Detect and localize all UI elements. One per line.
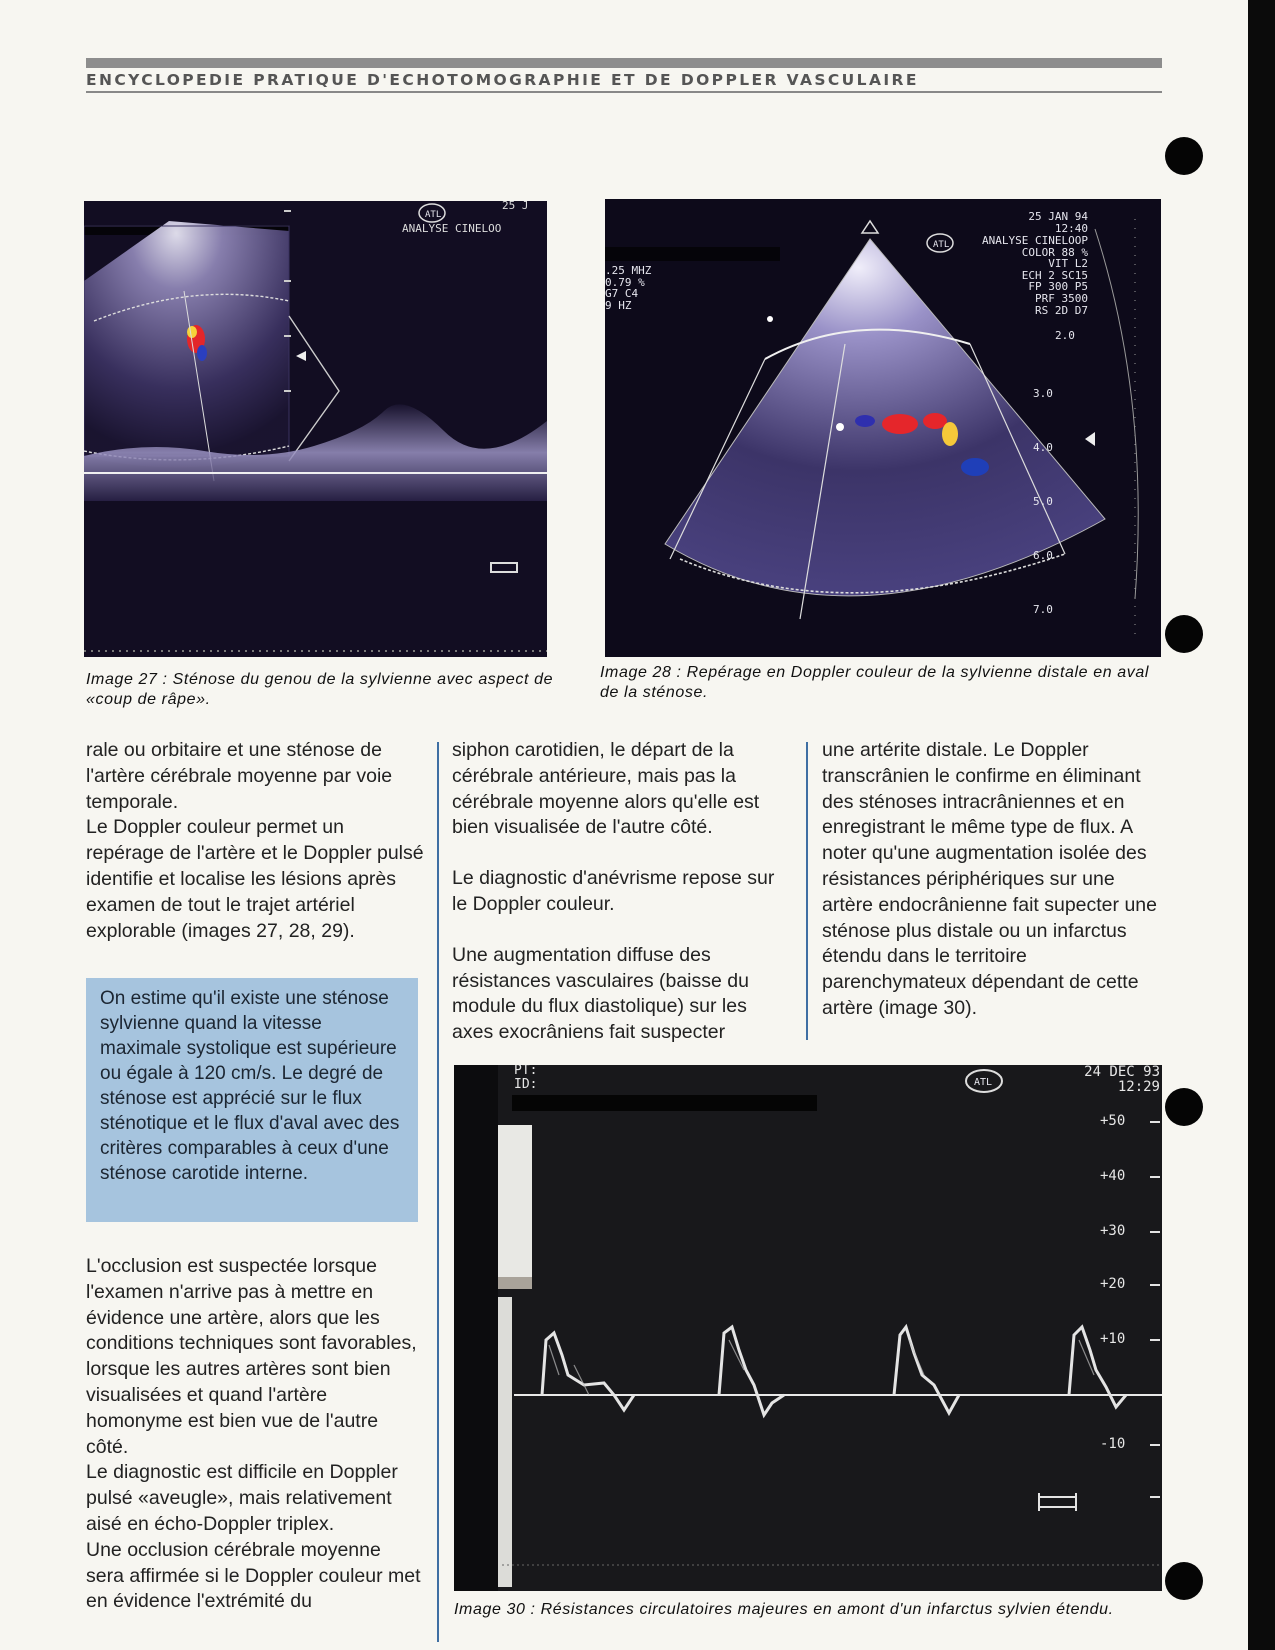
- paragraph-gap: [452, 841, 792, 866]
- scale-label: -10: [1100, 1436, 1126, 1452]
- svg-text:ATL: ATL: [425, 210, 442, 220]
- binder-hole-3: [1165, 1088, 1203, 1126]
- column-1-paragraph: Une occlusion cérébrale moyenne sera affirmée si le Doppler couleur met en évidence l'extrémité du: [86, 1538, 421, 1613]
- image-28-param: RS 2D D7: [1035, 303, 1088, 317]
- text-column-1-lower: [86, 1254, 424, 1615]
- depth-label: 4.0: [1033, 441, 1053, 454]
- highlight-box: [86, 978, 418, 1222]
- image-30-doppler-spectrum: [454, 1065, 1162, 1591]
- image-28-overlay-params: [915, 235, 1088, 316]
- image-30-graphic: [454, 1065, 1162, 1591]
- scale-label: +10: [1100, 1331, 1126, 1347]
- image-28-param: ECH 2 SC15: [1021, 268, 1088, 282]
- scale-label: +50: [1100, 1113, 1126, 1129]
- svg-text:ATL: ATL: [933, 240, 950, 250]
- column-3-paragraph: une artérite distale. Le Doppler transcrânien le confirme en éliminant des sténoses intracrâniennes et en enregistrant le même type de flux. A noter qu'une augmentation isolée des résistances périphériques sur une artère endocrânienne fait supecter une sténose plus distale ou un infarctus étendu dans le territoire parenchymateux dépendant de cette artère (image 30).: [822, 739, 1157, 1019]
- image-30-id-label: ID:: [514, 1077, 538, 1092]
- scale-label: +30: [1100, 1223, 1126, 1239]
- column-1-paragraph: Le diagnostic est difficile en Doppler pulsé «aveugle», mais relativement aisé en écho-Doppler triplex.: [86, 1461, 398, 1535]
- image-28-param: VIT L2: [1048, 257, 1088, 271]
- binder-hole-1: [1165, 137, 1203, 175]
- image-28-param: PRF 3500: [1035, 291, 1088, 305]
- header-title: ENCYCLOPEDIE PRATIQUE D'ECHOTOMOGRAPHIE ET DE DOPPLER VASCULAIRE: [86, 71, 919, 89]
- header-band: [86, 58, 1162, 68]
- binder-hole-4: [1165, 1562, 1203, 1600]
- svg-text:ATL: ATL: [974, 1077, 993, 1088]
- image-28-param: COLOR 88 %: [1021, 245, 1088, 259]
- image-28-time: 12:40: [1054, 222, 1088, 235]
- column-rule-2: [806, 742, 808, 1040]
- column-1-paragraph: L'occlusion est suspectée lorsque l'examen n'arrive pas à mettre en évidence une artère, alors que les conditions techniques sont favorables, lorsque les autres artères sont bien visualisées et quand l'artère homonyme est bien vue de l'autre côté.: [86, 1255, 417, 1458]
- image-30-caption: Image 30 : Résistances circulatoires majeures en amont d'un infarctus sylvien étendu.: [454, 1601, 1114, 1618]
- image-28-param: ANALYSE CINELOOP: [982, 234, 1088, 247]
- image-28-overlay-left: [605, 265, 651, 311]
- binder-hole-2: [1165, 615, 1203, 653]
- image-28-overlay-date: [1000, 211, 1088, 235]
- image-28-ultrasound: [605, 199, 1161, 657]
- image-28-left-param: .25 MHZ: [605, 264, 652, 277]
- image-28-date: 25 JAN 94: [1028, 210, 1088, 223]
- image-28-left-param: G7 C4: [605, 287, 639, 301]
- header-rule: [86, 91, 1162, 93]
- image-30-pt-label: PT:: [514, 1065, 538, 1078]
- image-27-overlay-label: ANALYSE CINELOO: [402, 222, 502, 235]
- image-28-param: FP 300 P5: [1028, 280, 1088, 294]
- image-27-overlay-date: 25 J: [502, 201, 529, 212]
- scale-label: +40: [1100, 1168, 1126, 1184]
- image-30-datetime: [1084, 1065, 1160, 1095]
- image-28-left-param: 9 HZ: [605, 298, 632, 312]
- highlight-box-text: On estime qu'il existe une sténose sylvienne quand la vitesse maximale systolique est supérieure ou égale à 120 cm/s. Le degré de sténose est apprécié sur le flux sténotique et le flux d'aval avec des critères comparables à ceux d'une sténose carotide interne.: [100, 988, 400, 1184]
- depth-label: 7.0: [1033, 603, 1053, 616]
- text-column-1: [86, 738, 424, 944]
- depth-label: 2.0: [1055, 329, 1075, 342]
- paragraph-gap: [452, 918, 792, 943]
- scale-label: +20: [1100, 1276, 1126, 1292]
- depth-label: 6.0: [1033, 549, 1053, 562]
- column-rule-1: [437, 742, 439, 1642]
- page-edge-shadow: [1248, 0, 1275, 1650]
- running-header: [86, 58, 1162, 93]
- image-30-time: 12:29: [1117, 1079, 1160, 1095]
- column-1-paragraph: rale ou orbitaire et une sténose de l'artère cérébrale moyenne par voie temporale.: [86, 739, 393, 813]
- column-2-paragraph: Le diagnostic d'anévrisme repose sur le Doppler couleur.: [452, 867, 775, 915]
- image-28-left-param: 0.79 %: [605, 275, 645, 289]
- image-27-graphic: [84, 201, 547, 657]
- image-27-ultrasound: [84, 201, 547, 657]
- image-28-caption: Image 28 : Repérage en Doppler couleur de la sylvienne distale en aval de la sténose.: [600, 664, 1149, 701]
- text-column-2: [452, 738, 792, 1046]
- image-30-date: 24 DEC 93: [1084, 1065, 1160, 1080]
- column-1-paragraph: Le Doppler couleur permet un repérage de l'artère et le Doppler pulsé identifie et localise les lésions après examen de tout le trajet artériel explorable (images 27, 28, 29).: [86, 816, 424, 942]
- column-2-paragraph: Une augmentation diffuse des résistances vasculaires (baisse du module du flux diastolique) sur les axes exocrâniens fait suspecter: [452, 943, 749, 1044]
- image-27-caption: Image 27 : Sténose du genou de la sylvienne avec aspect de «coup de râpe».: [86, 671, 554, 708]
- text-column-3: [822, 738, 1162, 1022]
- depth-label: 3.0: [1033, 387, 1053, 400]
- column-2-paragraph: siphon carotidien, le départ de la cérébrale antérieure, mais pas la cérébrale moyenne alors qu'elle est bien visualisée de l'autre côté.: [452, 739, 760, 839]
- depth-label: 5.0: [1033, 495, 1053, 508]
